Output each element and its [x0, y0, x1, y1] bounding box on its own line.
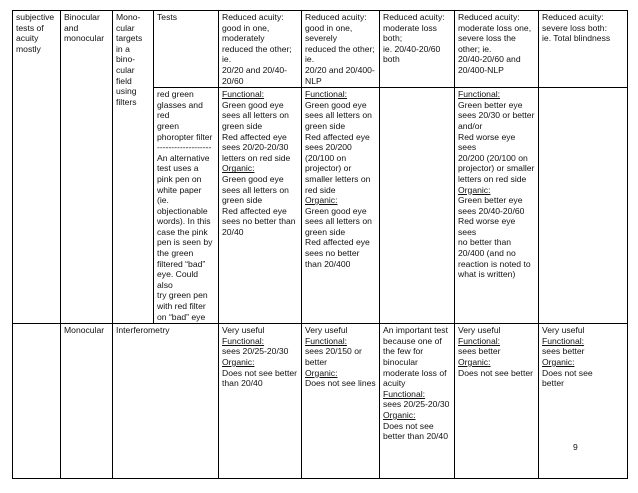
section-label: Functional: [383, 388, 426, 399]
text-line: sees 20/20-20/30 [222, 142, 289, 153]
section-label: Functional: [542, 335, 585, 346]
text-line: white paper (ie. [157, 184, 202, 206]
text-line: Red affected eye [305, 131, 370, 142]
text-line: moderate loss of [383, 367, 447, 378]
text-line: Does not see [383, 420, 434, 431]
category-cell [13, 11, 61, 324]
section-label: Organic: [305, 367, 338, 378]
interferometry-row [13, 324, 628, 479]
text-line: subjective [16, 12, 55, 22]
text-line: Red affected eye [222, 131, 287, 142]
text-line: mostly [16, 43, 41, 54]
text-line: better than 20/40 [383, 431, 448, 442]
text-line: objectionable [157, 205, 208, 216]
text-line: good in one, severely [305, 22, 353, 44]
text-line: Reduced acuity: [383, 12, 445, 22]
filter-tests-text [157, 89, 215, 322]
text-line: sees no better [305, 248, 360, 259]
text-line: letters on red side [458, 173, 527, 184]
text-line: severe loss both: [542, 22, 607, 33]
text-line: sees 20/200 [305, 142, 352, 153]
text-line: Green better eye [458, 195, 523, 206]
text-line: Does not see [542, 367, 593, 378]
interf-moderate-one-cell [219, 324, 302, 479]
text-line: sees all letters on [305, 216, 372, 227]
header-moderate-both-text [383, 12, 451, 65]
text-line: pink pen on [157, 173, 202, 184]
text-line: letters on red side [222, 152, 291, 163]
text-line: Binocular [64, 12, 100, 22]
text-line: pen is seen by [157, 237, 213, 248]
section-label: Organic: [305, 195, 338, 206]
text-line: Mono- [116, 12, 141, 22]
text-line: using [116, 86, 137, 97]
text-line: eye. Could also [157, 269, 199, 290]
interf-moderate-severe-cell [455, 324, 539, 479]
header-severe-both-text [542, 12, 624, 44]
text-line: no better than [458, 237, 512, 248]
text-line: field [116, 75, 132, 86]
interf-severe-one-cell [302, 324, 380, 479]
text-line: good in one, moderately [222, 22, 270, 44]
text-line: Green good eye [222, 173, 284, 184]
text-line: than 20/40 [222, 378, 263, 389]
text-line: Red affected eye [305, 237, 370, 248]
text-line: green side [222, 195, 263, 206]
text-line: than 20/400 [305, 258, 351, 269]
section-label: Functional: [222, 89, 265, 100]
text-line: reduced the other; ie. [305, 43, 375, 65]
text-line: (20/100 on [305, 152, 347, 163]
text-line: sees all letters on [222, 110, 289, 121]
section-label: Organic: [383, 409, 416, 420]
text-line: 20/400-NLP [458, 64, 504, 75]
text-line: 20/200 (20/100 on [458, 152, 528, 163]
section-label: Functional: [305, 89, 348, 100]
text-line: phoropter filter [157, 131, 213, 142]
text-line: better [542, 378, 564, 389]
text-line: acuity [16, 33, 39, 44]
text-line: Green better eye [458, 99, 523, 110]
text-line: on “bad” eye [157, 311, 206, 322]
text-line: Reduced acuity: [458, 12, 520, 22]
text-line: the few for [383, 346, 424, 357]
text-line: sees better [542, 346, 585, 357]
row2-eye-mode-cell [61, 324, 113, 479]
text-line: sees all letters on [222, 184, 289, 195]
text-line: Red worse eye sees [458, 216, 516, 237]
text-line: glasses and red [157, 99, 203, 121]
filter-moderate-severe-text [458, 89, 535, 280]
filter-severe-one-cell [302, 88, 380, 324]
text-line: ie. 20/40-20/60 both [383, 43, 441, 65]
eye-mode-text [64, 12, 109, 44]
text-line: Green good eye [305, 99, 367, 110]
text-line: targets [116, 33, 143, 44]
text-line: in a [116, 43, 130, 54]
text-line: Green good eye [305, 205, 367, 216]
text-line: Reduced acuity: [542, 12, 604, 22]
text-line: green side [305, 120, 346, 131]
text-line: projector) or smaller [458, 163, 535, 174]
text-line: Reduced acuity: [305, 12, 367, 22]
section-label: Organic: [458, 184, 491, 195]
text-line: what is written) [458, 269, 516, 280]
acuity-tests-table [12, 10, 628, 479]
text-line: moderate loss one, [458, 22, 532, 33]
text-line: sees 20/25-20/30 [222, 346, 289, 357]
text-line: red green [157, 89, 194, 100]
header-moderate-one-text [222, 12, 298, 86]
interf-severe-both-cell [539, 324, 628, 479]
text-line: 20/40-20/60 and [458, 54, 521, 65]
page-number: 9 [573, 442, 578, 452]
interferometry-label: Interferometry [116, 325, 170, 336]
header-severe-both [539, 11, 628, 88]
header-row [13, 11, 628, 88]
monocular-label: Monocular [64, 325, 105, 336]
text-line: Red worse eye sees [458, 131, 516, 153]
text-line: Does not see lines [305, 378, 376, 389]
text-line: sees all letters on [305, 110, 372, 121]
text-line: monocular [64, 33, 105, 44]
text-line: better [305, 357, 327, 367]
text-line: 20/40 [222, 226, 244, 237]
text-line: acuity [383, 378, 406, 389]
text-line: bino- [116, 54, 136, 65]
text-line: sees 20/40-20/60 [458, 205, 525, 216]
text-line: Reduced acuity: [222, 12, 284, 22]
text-line: tests of [16, 22, 44, 33]
text-line: reduced the other; ie. [222, 43, 292, 65]
text-line: 20/400 (and no [458, 248, 516, 259]
text-line: Does not see better [458, 367, 534, 378]
text-line: 20/20 and 20/400-NLP [305, 64, 375, 86]
interf-moderate-one-text [222, 325, 298, 389]
text-line: smaller letters on [305, 173, 371, 184]
text-line: green [157, 120, 179, 131]
section-label: Organic: [222, 163, 255, 174]
text-line: sees 20/150 or [305, 346, 362, 357]
interf-moderate-severe-text [458, 325, 535, 378]
text-line: case the pink [157, 226, 208, 237]
text-line: ie. Total blindness [542, 33, 611, 44]
text-line: cular [116, 64, 135, 75]
interf-moderate-both-text [383, 325, 451, 442]
tests-header [154, 11, 219, 88]
text-line: sees 20/30 or better [458, 110, 535, 121]
section-label: Functional: [305, 335, 348, 346]
header-moderate-one [219, 11, 302, 88]
tests-header-label: Tests [157, 12, 178, 22]
filter-moderate-severe-cell [455, 88, 539, 324]
header-moderate-severe-text [458, 12, 535, 76]
text-line: test uses a [157, 163, 199, 174]
text-line: the green [157, 248, 194, 259]
header-moderate-both [380, 11, 455, 88]
text-line: 20/20 and 20/40-20/60 [222, 64, 287, 86]
text-line: green side [305, 226, 346, 237]
section-label: Functional: [458, 335, 501, 346]
text-line: cular [116, 22, 135, 33]
text-line: moderate loss both; [383, 22, 437, 44]
header-severe-one [302, 11, 380, 88]
text-line: words). In this [157, 216, 211, 227]
section-label: Functional: [222, 335, 265, 346]
text-line: Very useful [542, 325, 585, 336]
target-type-text [116, 12, 150, 107]
interf-severe-one-text [305, 325, 376, 389]
section-label: Organic: [542, 357, 575, 367]
filter-tests-cell [154, 88, 219, 324]
header-severe-one-text [305, 12, 376, 86]
section-label: Organic: [222, 357, 255, 367]
text-line: Red affected eye [222, 205, 287, 216]
text-line: sees 20/25-20/30 [383, 399, 450, 410]
text-line: sees no better than [222, 216, 296, 227]
text-line: An alternative [157, 152, 210, 163]
text-line: Green good eye [222, 99, 284, 110]
category-text [16, 12, 57, 54]
target-type-cell [113, 11, 154, 324]
text-line: severe loss the other; ie. [458, 33, 516, 54]
filter-moderate-both-cell [380, 88, 455, 324]
filter-moderate-one-cell [219, 88, 302, 324]
text-line: Very useful [458, 325, 501, 336]
text-line: because one of [383, 335, 442, 346]
text-line: filtered “bad” [157, 258, 206, 269]
text-line: binocular [383, 357, 418, 367]
row2-category-cell [13, 324, 61, 479]
text-line: Does not see better [222, 367, 298, 378]
text-line: green side [222, 120, 263, 131]
header-moderate-severe [455, 11, 539, 88]
text-line: sees better [458, 346, 501, 357]
text-line: Very useful [305, 325, 348, 336]
text-line: ------------------- [157, 142, 212, 153]
text-line: and [64, 22, 79, 33]
section-label: Organic: [458, 357, 491, 367]
filter-severe-one-text [305, 89, 376, 269]
interf-severe-both-text [542, 325, 624, 389]
text-line: try green pen [157, 290, 208, 301]
filter-severe-both-cell [539, 88, 628, 324]
text-line: reaction is noted to [458, 258, 531, 269]
filter-moderate-one-text [222, 89, 298, 237]
eye-mode-cell [61, 11, 113, 324]
interf-moderate-both-cell [380, 324, 455, 479]
text-line: and/or [458, 120, 483, 131]
text-line: Very useful [222, 325, 265, 336]
text-line: with red filter [157, 301, 206, 312]
text-line: red side [305, 184, 336, 195]
section-label: Functional: [458, 89, 501, 100]
text-line: projector) or [305, 163, 352, 174]
interferometry-test-cell [113, 324, 219, 479]
text-line: filters [116, 96, 137, 107]
text-line: An important test [383, 325, 448, 336]
